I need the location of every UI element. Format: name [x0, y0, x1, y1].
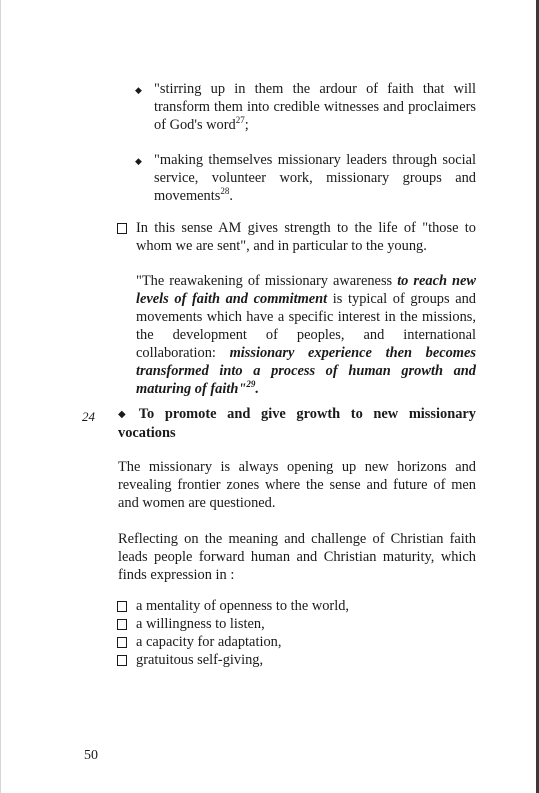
checkbox-square-icon — [117, 601, 127, 612]
footnote-ref: 29 — [246, 379, 256, 389]
bullet-text: "making themselves missionary leaders through social service, volunteer work, missionary groups and movements — [154, 152, 476, 204]
section-heading — [118, 405, 476, 442]
bullet-punct: . — [229, 188, 233, 204]
quote-text-1: "The reawakening of missionary awareness — [136, 273, 398, 289]
heading-text: To promote and give growth to new missionary vocations — [118, 406, 476, 441]
quote-emphasis-2: missionary experience then becomes transformed into a process of human growth and maturing of faith" — [136, 345, 476, 397]
footnote-ref: 27 — [235, 115, 245, 125]
checkbox-square-icon — [117, 619, 127, 630]
bullet-diamond-icon: ◆ — [135, 85, 142, 95]
bullet-item-2 — [154, 151, 476, 205]
list-item: a capacity for adaptation, — [136, 634, 282, 650]
quote-paragraph — [136, 272, 476, 398]
checkbox-square-icon — [117, 637, 127, 648]
bullet-item-1 — [154, 80, 476, 134]
page-number: 50 — [84, 748, 98, 763]
heading-diamond-icon: ◆ — [118, 409, 133, 420]
checkbox-square-icon — [117, 223, 127, 234]
quote-text-2: is typical of groups and movements which have a specific interest in the missions, the development of peoples, and international collaboration: — [136, 291, 476, 361]
paragraph: Reflecting on the meaning and challenge of Christian faith leads people forward human and Christian maturity, which finds expression in : — [118, 531, 476, 583]
page-edge-left — [0, 0, 1, 793]
bullet-punct: ; — [244, 117, 249, 133]
footnote-ref: 28 — [220, 186, 230, 196]
quote-emphasis-1: to reach new levels of faith and commitment — [136, 273, 477, 307]
paragraph: The missionary is always opening up new horizons and revealing frontier zones where the sense and future of men and women are questioned. — [118, 459, 476, 511]
list-item: a mentality of openness to the world, — [136, 598, 350, 614]
checkbox-square-icon — [117, 655, 127, 666]
box-paragraph: In this sense AM gives strength to the life of "those to whom we are sent", and in particular to the young. — [136, 220, 476, 254]
bullet-text: "stirring up in them the ardour of faith that will transform them into credible witnesses and proclaimers of God's word — [154, 81, 476, 133]
list-item: a willingness to listen, — [136, 616, 265, 632]
margin-number: 24 — [82, 409, 95, 424]
bullet-diamond-icon: ◆ — [135, 156, 142, 166]
list-item: gratuitous self-giving, — [136, 652, 264, 668]
quote-end: . — [255, 381, 259, 397]
